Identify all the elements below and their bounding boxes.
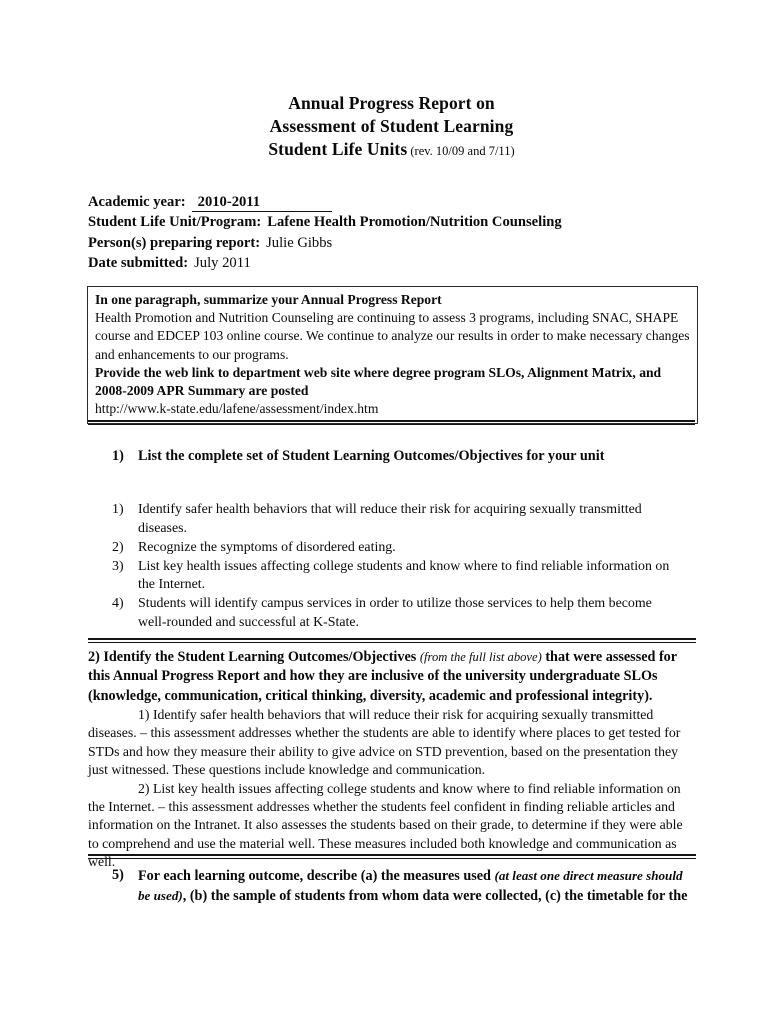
section-2-paragraph: 2) List key health issues affecting college students and know where to find reliable information on the Internet. – this assessment addresses whether the students feel confident in finding reliable articles and information on the Intranet. It also assesses the students based on their grade, to determine if they were able to comprehend and use the material well. These measures included both knowledge and communication as well.: [88, 780, 683, 870]
section-divider-2: [88, 638, 696, 643]
outcome-number: 2): [112, 539, 124, 555]
summary-body-text: Health Promotion and Nutrition Counseling are continuing to assess 3 programs, including SNAC, SHAPE course and EDCEP 103 online course. We continue to analyze our results in order to make necessary changes and enhancements to our programs.: [95, 310, 690, 362]
preparer-label: Person(s) preparing report:: [88, 234, 261, 251]
learning-outcomes-list: [112, 501, 678, 633]
summary-heading: In one paragraph, summarize your Annual Progress Report: [95, 292, 442, 307]
section-5-number: 5): [112, 867, 124, 883]
date-submitted-value: July 2011: [194, 255, 251, 272]
academic-year-label: Academic year:: [88, 194, 186, 210]
section-2-heading-italic-note: (from the full list above): [419, 650, 542, 664]
section-1-heading: [112, 447, 702, 466]
title-line-3-main: Student Life Units: [268, 139, 408, 159]
preparer-value: Julie Gibbs: [266, 234, 333, 251]
list-item: [112, 539, 678, 558]
section-2-heading-part-1: 2) Identify the Student Learning Outcomes/Objectives: [88, 649, 420, 665]
title-line-3: [0, 138, 783, 163]
metadata-row-unit: [88, 212, 698, 232]
summary-box: [87, 286, 698, 424]
metadata-row-date: [88, 253, 698, 273]
outcome-text: List key health issues affecting college students and know where to find reliable information on the Internet.: [138, 558, 670, 593]
academic-year-value: 2010-2011: [192, 194, 332, 212]
list-item: [112, 558, 678, 595]
report-metadata: [88, 192, 698, 274]
list-item: [112, 501, 678, 538]
unit-value: Lafene Health Promotion/Nutrition Counseling: [267, 214, 562, 231]
metadata-row-academic-year: [88, 192, 698, 212]
section-5-heading-italic-note: (at least one direct measure should be used): [138, 868, 683, 904]
section-5-heading-part-2: , (b) the sample of students from whom data were collected, (c) the timetable for the: [182, 888, 688, 905]
title-revision-note: (rev. 10/09 and 7/11): [407, 144, 515, 158]
outcome-number: 1): [112, 502, 124, 517]
outcome-text: Students will identify campus services in order to utilize those services to help them become well-rounded and successful at K-State.: [138, 596, 652, 631]
section-5-heading-part-1: For each learning outcome, describe (a) the measures used: [138, 868, 495, 884]
section-2-heading-part-2: that were assessed for this Annual Progress Report and how they are inclusive of the university undergraduate SLOs (knowledge, communication, critical thinking, diversity, academic and professional integrity).: [88, 649, 677, 704]
section-1-heading-text: List the complete set of Student Learning Outcomes/Objectives for your unit: [138, 448, 605, 464]
list-item: [112, 595, 678, 632]
date-submitted-label: Date submitted:: [88, 255, 189, 272]
section-2-heading: [88, 648, 692, 706]
section-2-paragraph: 1) Identify safer health behaviors that will reduce their risk for acquiring sexually transmitted diseases. – this assessment addresses whether the students are able to identify where places to get tested for STDs and how they measure their ability to give advice on STD prevention, based on the presentation they just witnessed. These questions include knowledge and communication.: [88, 707, 681, 778]
section-1-number: 1): [112, 448, 124, 464]
section-2-body: [88, 706, 695, 872]
outcome-text: Recognize the symptoms of disordered eating.: [138, 539, 396, 555]
section-divider-1: [88, 420, 695, 425]
outcome-number: 3): [112, 558, 124, 574]
outcome-number: 4): [112, 596, 124, 612]
outcome-text: Identify safer health behaviors that will reduce their risk for acquiring sexually transmitted diseases.: [138, 502, 642, 536]
document-title-block: [0, 92, 783, 163]
unit-label: Student Life Unit/Program:: [88, 214, 262, 231]
title-line-1: Annual Progress Report on: [288, 93, 495, 113]
web-link-heading: Provide the web link to department web site where degree program SLOs, Alignment Matrix, and 2008-2009 APR Summary are posted: [95, 364, 662, 399]
section-divider-3: [88, 854, 696, 859]
section-5-heading: [112, 866, 692, 907]
metadata-row-preparer: [88, 233, 698, 253]
assessment-url[interactable]: http://www.k-state.edu/lafene/assessment/index.htm: [95, 401, 379, 417]
title-line-2: Assessment of Student Learning: [269, 116, 514, 136]
